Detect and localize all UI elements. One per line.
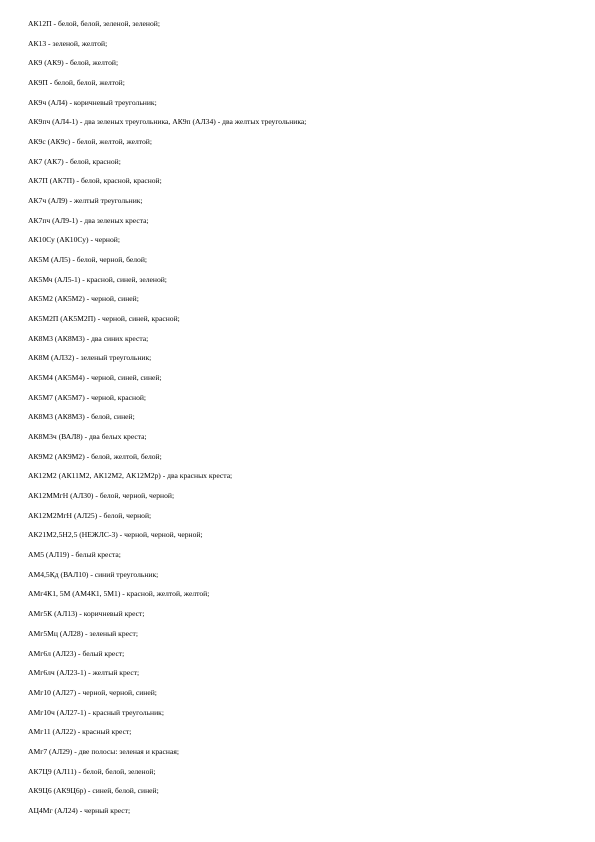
alloy-marking-line: АК9 (АК9) - белой, желтой;	[28, 58, 119, 68]
alloy-marking-line: АК8М3ч (ВАЛ8) - два белых креста;	[28, 432, 147, 442]
alloy-marking-line: АК7 (АК7) - белой, красной;	[28, 156, 121, 166]
alloy-marking-line: АК12М2 (АК11М2, АК12М2, АК12М2р) - два красных креста;	[28, 471, 233, 481]
alloy-marking-line: АК9с (АК9с) - белой, желтой, желтой;	[28, 137, 152, 147]
alloy-marking-line: АЦ4Мг (АЛ24) - черный крест;	[28, 805, 131, 815]
alloy-marking-line: АК13 - зеленой, желтой;	[28, 38, 108, 48]
alloy-marking-line: АК12М2МгН (АЛ25) - белой, черной;	[28, 510, 152, 520]
alloy-marking-line: АМг4К1, 5М (АМ4К1, 5М1) - красной, желтой, желтой;	[28, 589, 210, 599]
alloy-marking-line: АМг10 (АЛ27) - черной, черной, синей;	[28, 687, 157, 697]
alloy-marking-line: АМг7 (АЛ29) - две полосы: зеленая и красная;	[28, 746, 179, 756]
alloy-marking-line: АК5М4 (АК5М4) - черной, синей, синей;	[28, 373, 162, 383]
alloy-marking-line: АК21М2,5Н2,5 (НЕЖЛС-3) - черной, черной, черной;	[28, 530, 203, 540]
alloy-marking-line: АК9Ц6 (АК9Ц6р) - синей, белой, синей;	[28, 786, 159, 796]
alloy-marking-line: АМ4,5Кд (ВАЛ10) - синий треугольник;	[28, 569, 159, 579]
alloy-marking-line: АК5М7 (АК5М7) - черной, красной;	[28, 392, 147, 402]
alloy-marking-line: АК8М3 (АК8М3) - белой, синей;	[28, 412, 135, 422]
alloy-marking-line: АК8М3 (АК8М3) - два синих креста;	[28, 333, 149, 343]
alloy-marking-list	[28, 14, 578, 821]
alloy-marking-line: АК8М (АЛ32) - зеленый треугольник;	[28, 353, 152, 363]
alloy-marking-line: АК12П - белой, белой, зеленой, зеленой;	[28, 19, 160, 28]
alloy-marking-line: АК5Мч (АЛ5-1) - красной, синей, зеленой;	[28, 274, 167, 284]
alloy-marking-line: АК5М (АЛ5) - белой, черной, белой;	[28, 255, 147, 265]
alloy-marking-line: АК7пч (АЛ9-1) - два зеленых креста;	[28, 215, 149, 225]
alloy-marking-line: АМг6лч (АЛ23-1) - желтый крест;	[28, 668, 140, 678]
alloy-marking-line: АМг5Мц (АЛ28) - зеленый крест;	[28, 628, 138, 638]
alloy-marking-line: АК9П - белой, белой, желтой;	[28, 78, 125, 88]
alloy-marking-line: АК7Ц9 (АЛ11) - белой, белой, зеленой;	[28, 766, 156, 776]
alloy-marking-line: АК5М2 (АК5М2) - черной, синей;	[28, 294, 139, 304]
alloy-marking-line: АМг10ч (АЛ27-1) - красный треугольник;	[28, 707, 164, 717]
alloy-marking-line: АК9пч (АЛ4-1) - два зеленых треугольника, АК9п (АЛ34) - два желтых треугольника;	[28, 117, 307, 127]
alloy-marking-line: АК9М2 (АК9М2) - белой, желтой, белой;	[28, 451, 162, 461]
alloy-marking-line: АМг11 (АЛ22) - красный крест;	[28, 727, 132, 737]
alloy-marking-line: АК12ММгН (АЛ30) - белой, черной, черной;	[28, 491, 175, 501]
alloy-marking-line: АК7ч (АЛ9) - желтый треугольник;	[28, 196, 143, 206]
alloy-marking-line: АМ5 (АЛ19) - белый креста;	[28, 550, 121, 560]
alloy-marking-line: АК10Су (АК10Су) - черной;	[28, 235, 120, 245]
alloy-marking-line: АК7П (АК7П) - белой, красной, красной;	[28, 176, 162, 186]
alloy-marking-line: АК5М2П (АК5М2П) - черной, синей, красной;	[28, 314, 180, 324]
alloy-marking-line: АК9ч (АЛ4) - коричневый треугольник;	[28, 97, 157, 107]
alloy-marking-line: АМг6л (АЛ23) - белый крест;	[28, 648, 125, 658]
alloy-marking-line: АМг5К (АЛ13) - коричневый крест;	[28, 609, 145, 619]
